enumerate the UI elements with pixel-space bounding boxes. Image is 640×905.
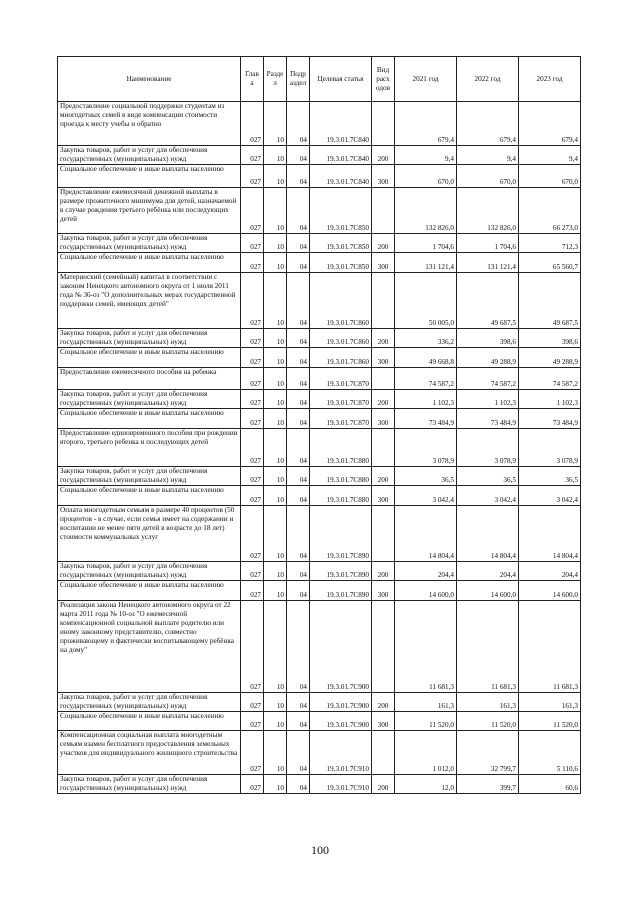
cell-razdel: 10 xyxy=(264,188,287,234)
cell-2023: 11 681,3 xyxy=(519,601,581,693)
cell-razdel: 10 xyxy=(264,712,287,731)
cell-2023: 66 273,0 xyxy=(519,188,581,234)
cell-2021: 131 121,4 xyxy=(395,253,457,273)
cell-statya: 19.3.01.7С900 xyxy=(310,601,372,693)
cell-name: Социальное обеспечение и иные выплаты населению xyxy=(58,712,241,731)
cell-podrazdel: 04 xyxy=(287,273,310,329)
cell-vid: 300 xyxy=(372,165,395,188)
cell-2021: 3 078,9 xyxy=(395,429,457,467)
cell-statya: 19.3.01.7С890 xyxy=(310,581,372,601)
header-glava: Глав а xyxy=(241,57,264,102)
header-razdel: Разде л xyxy=(264,57,287,102)
cell-2022: 11 681,3 xyxy=(457,601,519,693)
cell-name: Социальное обеспечение и иные выплаты населению xyxy=(58,165,241,188)
cell-statya: 19.3.01.7С840 xyxy=(310,146,372,165)
cell-glava: 027 xyxy=(241,693,264,712)
cell-glava: 027 xyxy=(241,731,264,775)
cell-razdel: 10 xyxy=(264,562,287,581)
cell-razdel: 10 xyxy=(264,390,287,409)
cell-podrazdel: 04 xyxy=(287,102,310,146)
cell-statya: 19.3.01.7С860 xyxy=(310,273,372,329)
header-2022: 2022 год xyxy=(457,57,519,102)
cell-2023: 712,3 xyxy=(519,234,581,253)
cell-statya: 19.3.01.7С850 xyxy=(310,234,372,253)
cell-vid: 300 xyxy=(372,409,395,429)
cell-glava: 027 xyxy=(241,409,264,429)
cell-glava: 027 xyxy=(241,581,264,601)
cell-name: Социальное обеспечение и иные выплаты населению xyxy=(58,348,241,368)
cell-2021: 14 804,4 xyxy=(395,506,457,562)
cell-vid xyxy=(372,368,395,390)
cell-2023: 9,4 xyxy=(519,146,581,165)
cell-vid: 200 xyxy=(372,234,395,253)
cell-statya: 19.3.01.7С850 xyxy=(310,253,372,273)
cell-2022: 14 804,4 xyxy=(457,506,519,562)
cell-statya: 19.3.01.7С860 xyxy=(310,329,372,348)
table-row xyxy=(58,234,581,253)
cell-razdel: 10 xyxy=(264,234,287,253)
cell-statya: 19.3.01.7С880 xyxy=(310,486,372,506)
cell-podrazdel: 04 xyxy=(287,368,310,390)
cell-2021: 161,3 xyxy=(395,693,457,712)
cell-razdel: 10 xyxy=(264,775,287,794)
table-row xyxy=(58,467,581,486)
cell-glava: 027 xyxy=(241,146,264,165)
cell-razdel: 10 xyxy=(264,601,287,693)
cell-vid: 200 xyxy=(372,390,395,409)
cell-2023: 74 587,2 xyxy=(519,368,581,390)
table-row xyxy=(58,486,581,506)
cell-2023: 11 520,0 xyxy=(519,712,581,731)
cell-2023: 49 288,9 xyxy=(519,348,581,368)
cell-name: Закупка товаров, работ и услуг для обеспечения государственных (муниципальных) нужд xyxy=(58,390,241,409)
cell-razdel: 10 xyxy=(264,348,287,368)
cell-razdel: 10 xyxy=(264,731,287,775)
table-row xyxy=(58,390,581,409)
cell-vid: 200 xyxy=(372,329,395,348)
cell-2021: 50 005,0 xyxy=(395,273,457,329)
cell-2022: 36,5 xyxy=(457,467,519,486)
cell-name: Компенсационная социальная выплата многодетным семьям взамен бесплатного предоставления земельных участков для индивидуального жилищного строительства xyxy=(58,731,241,775)
cell-name: Закупка товаров, работ и услуг для обеспечения государственных (муниципальных) нужд xyxy=(58,562,241,581)
cell-podrazdel: 04 xyxy=(287,712,310,731)
cell-name: Реализация закона Ненецкого автономного округа от 22 марта 2011 года № 10-оз "О ежемесячной компенсационной социальной выплате родителю или иному законному представителю, совместно проживающему и фактически воспитывающему ребёнка на дому" xyxy=(58,601,241,693)
cell-glava: 027 xyxy=(241,348,264,368)
cell-name: Закупка товаров, работ и услуг для обеспечения государственных (муниципальных) нужд xyxy=(58,329,241,348)
cell-vid: 200 xyxy=(372,693,395,712)
cell-glava: 027 xyxy=(241,486,264,506)
budget-table xyxy=(57,56,581,794)
cell-glava: 027 xyxy=(241,467,264,486)
cell-vid xyxy=(372,429,395,467)
cell-vid xyxy=(372,102,395,146)
cell-statya: 19.3.01.7С850 xyxy=(310,188,372,234)
cell-statya: 19.3.01.7С910 xyxy=(310,731,372,775)
cell-podrazdel: 04 xyxy=(287,390,310,409)
cell-statya: 19.3.01.7С840 xyxy=(310,102,372,146)
cell-2022: 73 484,9 xyxy=(457,409,519,429)
cell-statya: 19.3.01.7С840 xyxy=(310,165,372,188)
cell-glava: 027 xyxy=(241,368,264,390)
cell-name: Оплата многодетным семьям в размере 40 процентов (50 процентов - в случае, если семья имеет на содержании и воспитании не менее пяти детей в возрасте до 18 лет) стоимости коммунальных услуг xyxy=(58,506,241,562)
table-row xyxy=(58,348,581,368)
cell-vid: 200 xyxy=(372,467,395,486)
cell-2023: 36,5 xyxy=(519,467,581,486)
cell-glava: 027 xyxy=(241,712,264,731)
cell-2021: 11 520,0 xyxy=(395,712,457,731)
header-name: Наименование xyxy=(58,57,241,102)
table-row xyxy=(58,273,581,329)
cell-vid: 300 xyxy=(372,486,395,506)
cell-podrazdel: 04 xyxy=(287,581,310,601)
cell-vid: 200 xyxy=(372,775,395,794)
cell-2023: 670,0 xyxy=(519,165,581,188)
cell-vid xyxy=(372,731,395,775)
cell-2021: 9,4 xyxy=(395,146,457,165)
cell-2022: 3 078,9 xyxy=(457,429,519,467)
cell-statya: 19.3.01.7С870 xyxy=(310,409,372,429)
cell-name: Предоставление ежемесячной денежной выплаты в размере прожиточного минимума для детей, назначаемой в случае рождения третьего ребёнка или последующих детей xyxy=(58,188,241,234)
cell-2022: 49 288,9 xyxy=(457,348,519,368)
cell-statya: 19.3.01.7С870 xyxy=(310,368,372,390)
cell-name: Предоставление ежемесячного пособия на ребенка xyxy=(58,368,241,390)
cell-2023: 14 804,4 xyxy=(519,506,581,562)
table-row xyxy=(58,506,581,562)
cell-2022: 49 687,5 xyxy=(457,273,519,329)
cell-2021: 3 042,4 xyxy=(395,486,457,506)
cell-name: Материнский (семейный) капитал в соответствии с законом Ненецкого автономного округа от 1 июля 2011 года № 36-оз "О дополнительных мерах государственной поддержки семей, имеющих детей" xyxy=(58,273,241,329)
cell-2022: 398,6 xyxy=(457,329,519,348)
cell-2022: 399,7 xyxy=(457,775,519,794)
cell-vid: 300 xyxy=(372,581,395,601)
table-header-row xyxy=(58,57,581,102)
cell-glava: 027 xyxy=(241,234,264,253)
table-row xyxy=(58,429,581,467)
cell-podrazdel: 04 xyxy=(287,329,310,348)
cell-podrazdel: 04 xyxy=(287,731,310,775)
cell-name: Социальное обеспечение и иные выплаты населению xyxy=(58,253,241,273)
table-row xyxy=(58,188,581,234)
cell-name: Предоставление социальной поддержки студентам из многодетных семей в виде компенсации стоимости проезда к месту учебы и обратно xyxy=(58,102,241,146)
cell-razdel: 10 xyxy=(264,102,287,146)
cell-glava: 027 xyxy=(241,329,264,348)
table-row xyxy=(58,693,581,712)
cell-2022: 679,4 xyxy=(457,102,519,146)
table-row xyxy=(58,712,581,731)
cell-2021: 73 484,9 xyxy=(395,409,457,429)
cell-razdel: 10 xyxy=(264,429,287,467)
cell-2022: 204,4 xyxy=(457,562,519,581)
cell-razdel: 10 xyxy=(264,273,287,329)
cell-razdel: 10 xyxy=(264,693,287,712)
cell-statya: 19.3.01.7С880 xyxy=(310,429,372,467)
cell-razdel: 10 xyxy=(264,253,287,273)
cell-podrazdel: 04 xyxy=(287,429,310,467)
table-row xyxy=(58,562,581,581)
cell-glava: 027 xyxy=(241,253,264,273)
cell-name: Закупка товаров, работ и услуг для обеспечения государственных (муниципальных) нужд xyxy=(58,693,241,712)
cell-podrazdel: 04 xyxy=(287,146,310,165)
cell-2023: 161,3 xyxy=(519,693,581,712)
cell-2023: 73 484,9 xyxy=(519,409,581,429)
cell-name: Социальное обеспечение и иные выплаты населению xyxy=(58,409,241,429)
cell-2023: 65 560,7 xyxy=(519,253,581,273)
cell-vid: 300 xyxy=(372,348,395,368)
cell-name: Социальное обеспечение и иные выплаты населению xyxy=(58,581,241,601)
cell-podrazdel: 04 xyxy=(287,506,310,562)
cell-razdel: 10 xyxy=(264,486,287,506)
cell-glava: 027 xyxy=(241,188,264,234)
cell-2023: 204,4 xyxy=(519,562,581,581)
cell-name: Закупка товаров, работ и услуг для обеспечения государственных (муниципальных) нужд xyxy=(58,146,241,165)
cell-2022: 132 826,0 xyxy=(457,188,519,234)
table-row xyxy=(58,165,581,188)
cell-podrazdel: 04 xyxy=(287,348,310,368)
cell-2023: 3 042,4 xyxy=(519,486,581,506)
cell-2021: 132 826,0 xyxy=(395,188,457,234)
header-statya: Целевая статья xyxy=(310,57,372,102)
cell-2021: 11 681,3 xyxy=(395,601,457,693)
cell-glava: 027 xyxy=(241,273,264,329)
cell-2021: 36,5 xyxy=(395,467,457,486)
table-row xyxy=(58,775,581,794)
cell-statya: 19.3.01.7С900 xyxy=(310,693,372,712)
cell-2022: 14 600,0 xyxy=(457,581,519,601)
cell-glava: 027 xyxy=(241,165,264,188)
cell-2022: 131 121,4 xyxy=(457,253,519,273)
cell-2021: 12,0 xyxy=(395,775,457,794)
cell-2021: 74 587,2 xyxy=(395,368,457,390)
cell-vid xyxy=(372,273,395,329)
table-row xyxy=(58,601,581,693)
header-2023: 2023 год xyxy=(519,57,581,102)
cell-glava: 027 xyxy=(241,601,264,693)
cell-2021: 49 668,8 xyxy=(395,348,457,368)
cell-statya: 19.3.01.7С910 xyxy=(310,775,372,794)
cell-2021: 336,2 xyxy=(395,329,457,348)
cell-glava: 027 xyxy=(241,506,264,562)
table-row xyxy=(58,253,581,273)
cell-2021: 204,4 xyxy=(395,562,457,581)
cell-razdel: 10 xyxy=(264,368,287,390)
cell-vid xyxy=(372,601,395,693)
table-row xyxy=(58,329,581,348)
cell-name: Закупка товаров, работ и услуг для обеспечения государственных (муниципальных) нужд xyxy=(58,467,241,486)
cell-2022: 3 042,4 xyxy=(457,486,519,506)
cell-vid: 300 xyxy=(372,253,395,273)
cell-2022: 11 520,0 xyxy=(457,712,519,731)
cell-glava: 027 xyxy=(241,562,264,581)
cell-2022: 74 587,2 xyxy=(457,368,519,390)
cell-2023: 398,6 xyxy=(519,329,581,348)
cell-podrazdel: 04 xyxy=(287,562,310,581)
cell-razdel: 10 xyxy=(264,467,287,486)
cell-name: Предоставление единовременного пособия при рождении второго, третьего ребенка и последующих детей xyxy=(58,429,241,467)
cell-glava: 027 xyxy=(241,102,264,146)
cell-podrazdel: 04 xyxy=(287,165,310,188)
cell-statya: 19.3.01.7С860 xyxy=(310,348,372,368)
cell-podrazdel: 04 xyxy=(287,775,310,794)
table-row xyxy=(58,102,581,146)
cell-2023: 5 110,6 xyxy=(519,731,581,775)
cell-2023: 60,6 xyxy=(519,775,581,794)
cell-statya: 19.3.01.7С890 xyxy=(310,562,372,581)
header-podrazdel: Подр аздел xyxy=(287,57,310,102)
table-row xyxy=(58,409,581,429)
cell-2023: 14 600,0 xyxy=(519,581,581,601)
cell-vid: 200 xyxy=(372,146,395,165)
cell-vid xyxy=(372,188,395,234)
cell-podrazdel: 04 xyxy=(287,409,310,429)
cell-statya: 19.3.01.7С870 xyxy=(310,390,372,409)
table-row xyxy=(58,581,581,601)
cell-2022: 1 704,6 xyxy=(457,234,519,253)
cell-vid: 300 xyxy=(372,712,395,731)
table-row xyxy=(58,368,581,390)
cell-2021: 1 102,3 xyxy=(395,390,457,409)
header-2021: 2021 год xyxy=(395,57,457,102)
cell-podrazdel: 04 xyxy=(287,486,310,506)
cell-2021: 679,4 xyxy=(395,102,457,146)
cell-razdel: 10 xyxy=(264,506,287,562)
page-number: 100 xyxy=(311,843,329,857)
cell-2022: 9,4 xyxy=(457,146,519,165)
cell-statya: 19.3.01.7С880 xyxy=(310,467,372,486)
cell-glava: 027 xyxy=(241,775,264,794)
cell-2022: 1 102,3 xyxy=(457,390,519,409)
cell-razdel: 10 xyxy=(264,165,287,188)
cell-podrazdel: 04 xyxy=(287,693,310,712)
table-row xyxy=(58,146,581,165)
table-row xyxy=(58,731,581,775)
cell-name: Закупка товаров, работ и услуг для обеспечения государственных (муниципальных) нужд xyxy=(58,775,241,794)
cell-statya: 19.3.01.7С900 xyxy=(310,712,372,731)
cell-vid xyxy=(372,506,395,562)
cell-2023: 49 687,5 xyxy=(519,273,581,329)
cell-podrazdel: 04 xyxy=(287,188,310,234)
cell-vid: 200 xyxy=(372,562,395,581)
cell-2023: 679,4 xyxy=(519,102,581,146)
cell-2021: 14 600,0 xyxy=(395,581,457,601)
cell-2021: 670,0 xyxy=(395,165,457,188)
cell-podrazdel: 04 xyxy=(287,234,310,253)
cell-razdel: 10 xyxy=(264,409,287,429)
cell-name: Закупка товаров, работ и услуг для обеспечения государственных (муниципальных) нужд xyxy=(58,234,241,253)
cell-2021: 1 704,6 xyxy=(395,234,457,253)
cell-2022: 670,0 xyxy=(457,165,519,188)
cell-2021: 1 012,0 xyxy=(395,731,457,775)
cell-2023: 3 078,9 xyxy=(519,429,581,467)
cell-razdel: 10 xyxy=(264,581,287,601)
header-vid: Вид расх одов xyxy=(372,57,395,102)
cell-glava: 027 xyxy=(241,429,264,467)
cell-podrazdel: 04 xyxy=(287,467,310,486)
cell-glava: 027 xyxy=(241,390,264,409)
cell-2023: 1 102,3 xyxy=(519,390,581,409)
cell-razdel: 10 xyxy=(264,329,287,348)
cell-name: Социальное обеспечение и иные выплаты населению xyxy=(58,486,241,506)
cell-2022: 161,3 xyxy=(457,693,519,712)
cell-podrazdel: 04 xyxy=(287,601,310,693)
cell-razdel: 10 xyxy=(264,146,287,165)
cell-statya: 19.3.01.7С890 xyxy=(310,506,372,562)
cell-podrazdel: 04 xyxy=(287,253,310,273)
cell-2022: 32 799,7 xyxy=(457,731,519,775)
